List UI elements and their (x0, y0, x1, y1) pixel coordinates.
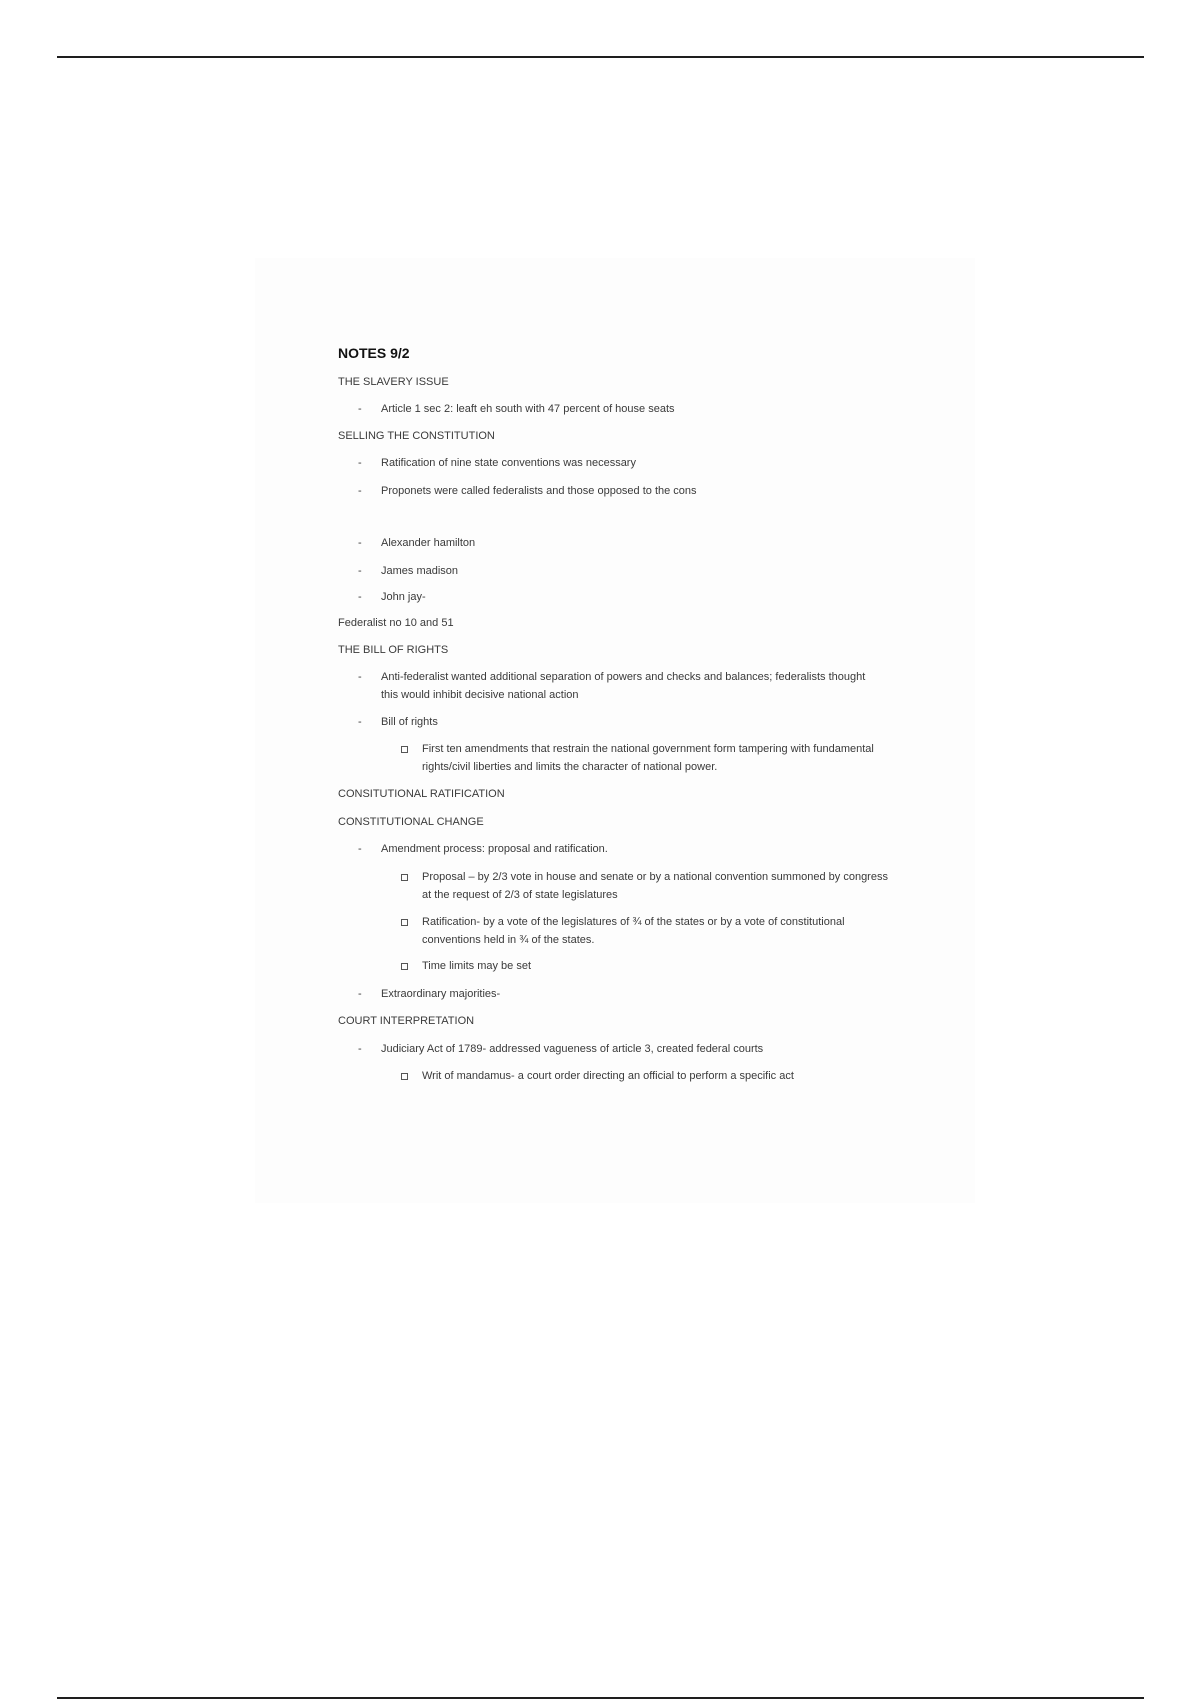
list-item: - John jay- (358, 588, 878, 606)
dash-bullet: - (358, 591, 362, 603)
square-bullet-icon (401, 919, 408, 926)
federalist-papers-line: Federalist no 10 and 51 (338, 617, 454, 629)
list-item: - Proponets were called federalists and those opposed to the cons (358, 482, 878, 500)
dash-bullet: - (358, 988, 362, 1000)
heading-constitutional-ratification: CONSITUTIONAL RATIFICATION (338, 788, 505, 800)
list-item: - Ratification of nine state conventions was necessary (358, 454, 878, 472)
list-item: - Anti-federalist wanted additional separation of powers and checks and balances; federalists thought this would inhibit decisive national action (358, 668, 878, 704)
sub-list-item: Writ of mandamus- a court order directing an official to perform a specific act (401, 1067, 891, 1085)
list-item: - Bill of rights (358, 713, 878, 731)
dash-bullet: - (358, 565, 362, 577)
list-item: - Judiciary Act of 1789- addressed vagueness of article 3, created federal courts (358, 1040, 878, 1058)
notes-title: NOTES 9/2 (338, 345, 410, 361)
list-item: - James madison (358, 562, 878, 580)
heading-bill-of-rights: THE BILL OF RIGHTS (338, 644, 449, 656)
square-bullet-icon (401, 746, 408, 753)
sub-list-item: Proposal – by 2/3 vote in house and senate or by a national convention summoned by congress at the request of 2/3 of state legislatures (401, 868, 891, 904)
list-item: - Alexander hamilton (358, 534, 878, 552)
list-item: - Extraordinary majorities- (358, 985, 878, 1003)
sub-list-item: Ratification- by a vote of the legislatures of ¾ of the states or by a vote of constitutional conventions held in ¾ of the states. (401, 913, 891, 949)
dash-bullet: - (358, 403, 362, 415)
bottom-rule (57, 1697, 1144, 1699)
dash-bullet: - (358, 1043, 362, 1055)
dash-bullet: - (358, 843, 362, 855)
heading-court-interpretation: COURT INTERPRETATION (338, 1015, 475, 1027)
dash-bullet: - (358, 716, 362, 728)
dash-bullet: - (358, 485, 362, 497)
dash-bullet: - (358, 457, 362, 469)
top-rule (57, 56, 1144, 58)
list-item: - Amendment process: proposal and ratification. (358, 840, 878, 858)
list-item: - Article 1 sec 2: leaft eh south with 47 percent of house seats (358, 400, 878, 418)
square-bullet-icon (401, 963, 408, 970)
square-bullet-icon (401, 1073, 408, 1080)
dash-bullet: - (358, 537, 362, 549)
sub-list-item: Time limits may be set (401, 957, 891, 975)
heading-constitutional-change: CONSTITUTIONAL CHANGE (338, 816, 484, 828)
sub-list-item: First ten amendments that restrain the national government form tampering with fundamental rights/civil liberties and limits the character of national power. (401, 740, 891, 776)
heading-slavery-issue: THE SLAVERY ISSUE (338, 376, 449, 388)
dash-bullet: - (358, 671, 362, 683)
heading-selling-constitution: SELLING THE CONSTITUTION (338, 430, 495, 442)
square-bullet-icon (401, 874, 408, 881)
